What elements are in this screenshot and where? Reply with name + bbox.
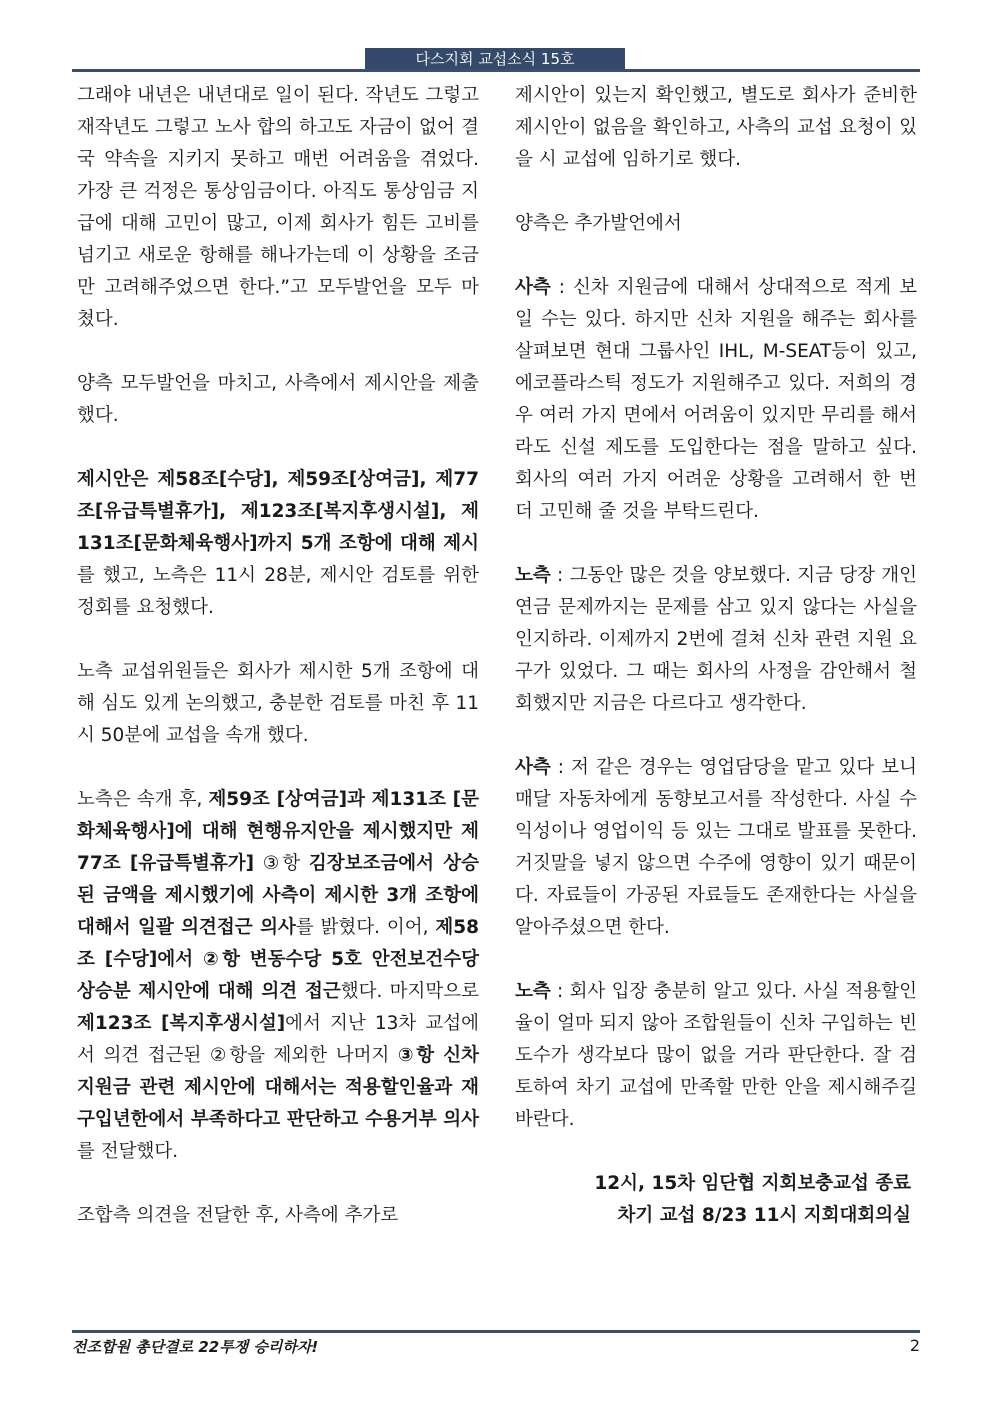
emphasis-text: 제123조 [복지후생시설] — [77, 1013, 286, 1034]
header-divider — [72, 69, 920, 72]
paragraph-text: 노측 교섭위원들은 회사가 제시한 5개 조항에 대해 심도 있게 논의했고, 충분한 검토를 마친 후 11시 50분에 교섭을 속개 했다. — [77, 661, 479, 746]
paragraph-text: 조합측 의견을 전달한 후, 사측에 추가로 — [77, 1205, 399, 1226]
closing-line-next: 차기 교섭 8/23 11시 지회대회의실 — [617, 1205, 911, 1226]
article-paragraph — [77, 1200, 479, 1232]
paragraph-text: 노측은 속개 후, — [77, 789, 209, 810]
footer-slogan: 전조합원 총단결로 22투쟁 승리하자! — [72, 1338, 319, 1356]
article-paragraph — [515, 80, 917, 176]
emphasis-text: 제59조 [상여금]과 제131조 [문화체육행사]에 대해 현행유지안을 제시했지만 제77조 [유급특별휴가] — [77, 789, 480, 874]
paragraph-text: 를 전달했다. — [77, 1141, 179, 1162]
paragraph-text: 를 했고, 노측은 11시 28분, 제시안 검토를 위한 정회를 요청했다. — [77, 565, 479, 618]
emphasis-text: 김장보조금에서 상승된 금액을 제시했기에 사측이 제시한 3개 조항에 대해서 일괄 의견접근 의사 — [77, 853, 479, 938]
article-paragraph — [515, 272, 917, 528]
emphasis-text: 노측 — [515, 565, 551, 586]
paragraph-text: : 신차 지원금에 대해서 상대적으로 적게 보일 수는 있다. 하지만 신차 지원을 해주는 회사를 살펴보면 현대 그룹사인 IHL, M-SEAT등이 있고, 에코플라스틱 정도가 지원해주고 있다. 저희의 경우 여러 가지 면에서 어려움이 있지만 무리를 해서라도 신설 제도를 도입한다는 점을 말하고 싶다. 회사의 여러 가지 어려운 상황을 고려해서 한 번 더 고민해 줄 것을 부탁드린다. — [515, 277, 917, 522]
paragraph-text: : 그동안 많은 것을 양보했다. 지금 당장 개인연금 문제까지는 문제를 삼고 있지 않다는 사실을 인지하라. 이제까지 2번에 걸쳐 신차 관련 지원 요구가 있었다. 그 때는 회사의 사정을 감안해서 철회했지만 지금은 다르다고 생각한다. — [515, 565, 917, 714]
paragraph-text: 그래야 내년은 내년대로 일이 된다. 작년도 그렇고 재작년도 그렇고 노사 합의 하고도 자금이 없어 결국 약속을 지키지 못하고 매번 어려움을 겪었다. 가장 큰 걱정은 통상임금이다. 아직도 통상임금 지급에 대해 고민이 많고, 이제 회사가 힘든 고비를 넘기고 새로운 항해를 해나가는데 이 상황을 조금만 고려해주었으면 한다.”고 모두발언을 모두 마쳤다. — [77, 85, 479, 330]
paragraph-text: ③항 — [254, 853, 309, 874]
newsletter-title: 다스지회 교섭소식 15호 — [365, 48, 625, 70]
emphasis-text: ③항 신차 지원금 관련 제시안에 대해서는 적용할인율과 재구입년한에서 부족하다고 판단하고 수용거부 의사 — [77, 1045, 479, 1130]
article-paragraph — [515, 976, 917, 1136]
right-column — [515, 80, 917, 1232]
paragraph-text: : 회사 입장 충분히 알고 있다. 사실 적용할인율이 얼마 되지 않아 조합원들이 신차 구입하는 빈도수가 생각보다 많이 없을 거라 판단한다. 잘 검토하여 차기 교섭에 만족할 만한 안을 제시해주길 바란다. — [515, 981, 917, 1130]
emphasis-text: 노측 — [515, 981, 551, 1002]
emphasis-text: 사측 — [515, 757, 551, 778]
closing-line-end: 12시, 15차 임단협 지회보충교섭 종료 — [594, 1173, 911, 1194]
paragraph-text: 에서 지난 13차 교섭에서 의견 접근된 ②항을 제외한 나머지 — [77, 1013, 480, 1066]
paragraph-text: 양측은 추가발언에서 — [515, 213, 682, 234]
article-paragraph — [77, 464, 479, 624]
closing-summary — [515, 1168, 917, 1232]
article-paragraph — [77, 368, 479, 432]
article-paragraph — [77, 80, 479, 336]
page-number: 2 — [909, 1336, 920, 1355]
left-column — [77, 80, 479, 1264]
paragraph-text: 제시안이 있는지 확인했고, 별도로 회사가 준비한 제시안이 없음을 확인하고, 사측의 교섭 요청이 있을 시 교섭에 임하기로 했다. — [515, 85, 917, 170]
footer-divider — [72, 1330, 920, 1333]
emphasis-text: 사측 — [515, 277, 551, 298]
article-paragraph — [77, 784, 479, 1168]
paragraph-text: 양측 모두발언을 마치고, 사측에서 제시안을 제출했다. — [77, 373, 479, 426]
emphasis-text: 제58조 [수당]에서 ②항 변동수당 5호 안전보건수당 상승분 제시안에 대해 의견 접근 — [77, 917, 479, 1002]
paragraph-text: : 저 같은 경우는 영업담당을 맡고 있다 보니 매달 자동차에게 동향보고서를 작성한다. 사실 수익성이나 영업이익 등 있는 그대로 발표를 못한다. 거짓말을 넣지 않으면 수주에 영향이 있기 때문이다. 자료들이 가공된 자료들도 존재한다는 사실을 알아주셨으면 한다. — [515, 757, 917, 938]
article-paragraph — [515, 208, 917, 240]
emphasis-text: 제시안은 제58조[수당], 제59조[상여금], 제77조[유급특별휴가], 제123조[복지후생시설], 제131조[문화체육행사]까지 5개 조항에 대해 제시 — [77, 469, 479, 554]
paragraph-text: 했다. 마지막으로 — [340, 981, 480, 1002]
paragraph-text: 를 밝혔다. 이어, — [295, 917, 436, 938]
article-paragraph — [77, 656, 479, 752]
article-paragraph — [515, 752, 917, 944]
article-paragraph — [515, 560, 917, 720]
